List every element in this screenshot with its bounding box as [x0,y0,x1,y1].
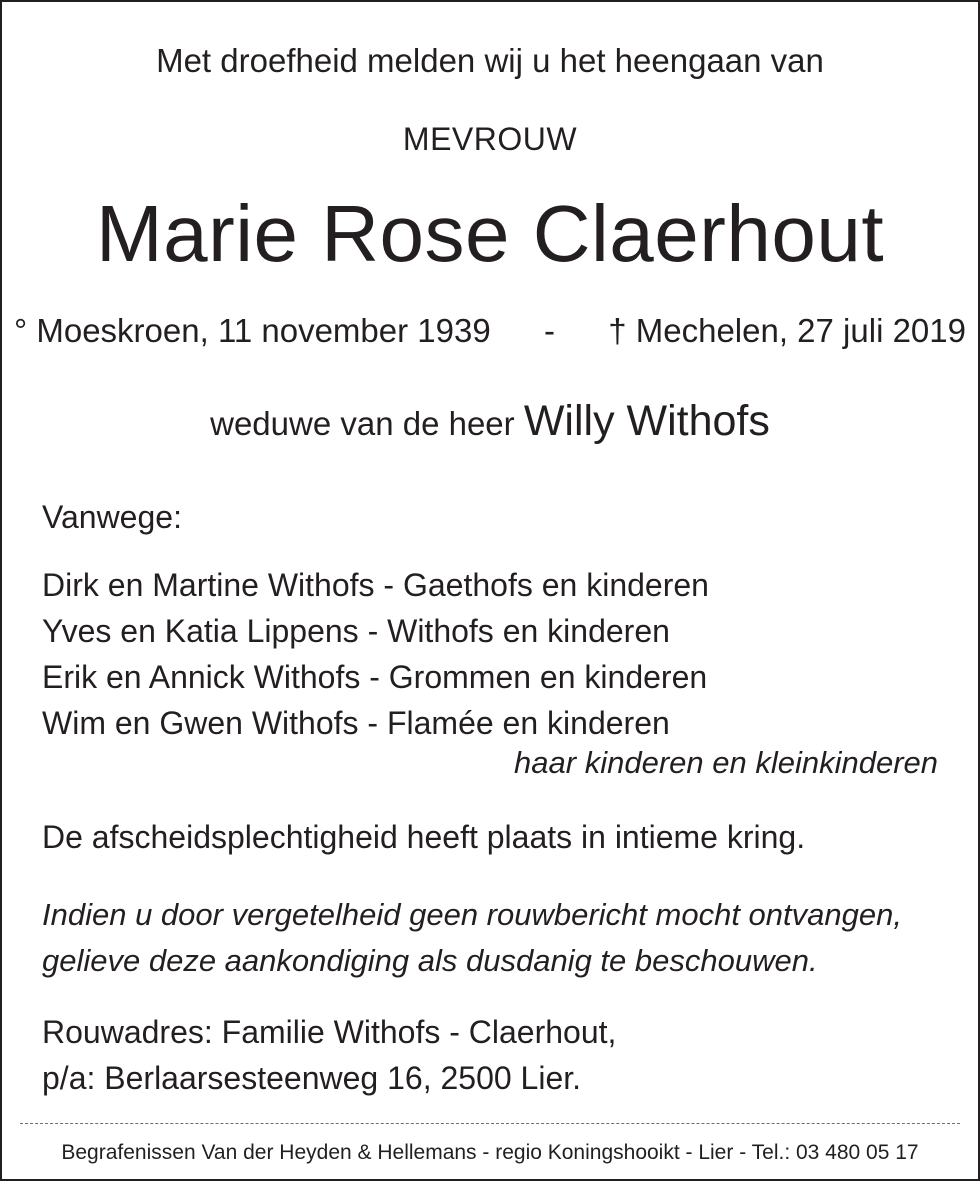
dashed-divider [20,1123,960,1124]
address-line: p/a: Berlaarsesteenweg 16, 2500 Lier. [42,1060,582,1096]
widow-prefix: weduwe van de heer [210,405,515,442]
disclaimer-line: gelieve deze aankondiging als dusdanig te beschouwen. [42,943,818,978]
family-list [42,562,709,746]
address-line: Rouwadres: Familie Withofs - Claerhout, [42,1014,617,1050]
honorific-title: MEVROUW [402,121,578,157]
death-info: † Mechelen, 27 juli 2019 [608,312,966,349]
ceremony-text: De afscheidsplechtigheid heeft plaats in intieme kring. [42,819,806,855]
disclaimer-line: Indien u door vergetelheid geen rouwbericht mocht ontvangen, [42,897,902,932]
intro-text: Met droefheid melden wij u het heengaan van [156,42,824,79]
from-label: Vanwege: [42,499,182,535]
disclaimer-text [42,892,902,984]
family-signature: haar kinderen en kleinkinderen [514,745,938,780]
deceased-name: Marie Rose Claerhout [95,189,885,278]
family-member-line: Erik en Annick Withofs - Grommen en kinderen [42,659,708,695]
widow-line [2,397,978,446]
spouse-name: Willy Withofs [523,397,770,445]
life-dates [14,312,966,350]
date-separator: - [543,312,555,349]
funeral-home-footer: Begrafenissen Van der Heyden & Hellemans - regio Koningshooikt - Lier - Tel.: 03 480 05 17 [61,1141,919,1164]
family-member-line: Wim en Gwen Withofs - Flamée en kinderen [42,705,670,741]
family-member-line: Yves en Katia Lippens - Withofs en kinderen [42,613,670,649]
family-member-line: Dirk en Martine Withofs - Gaethofs en kinderen [42,567,709,603]
birth-info: ° Moeskroen, 11 november 1939 [14,312,491,349]
mourning-address [42,1009,616,1101]
